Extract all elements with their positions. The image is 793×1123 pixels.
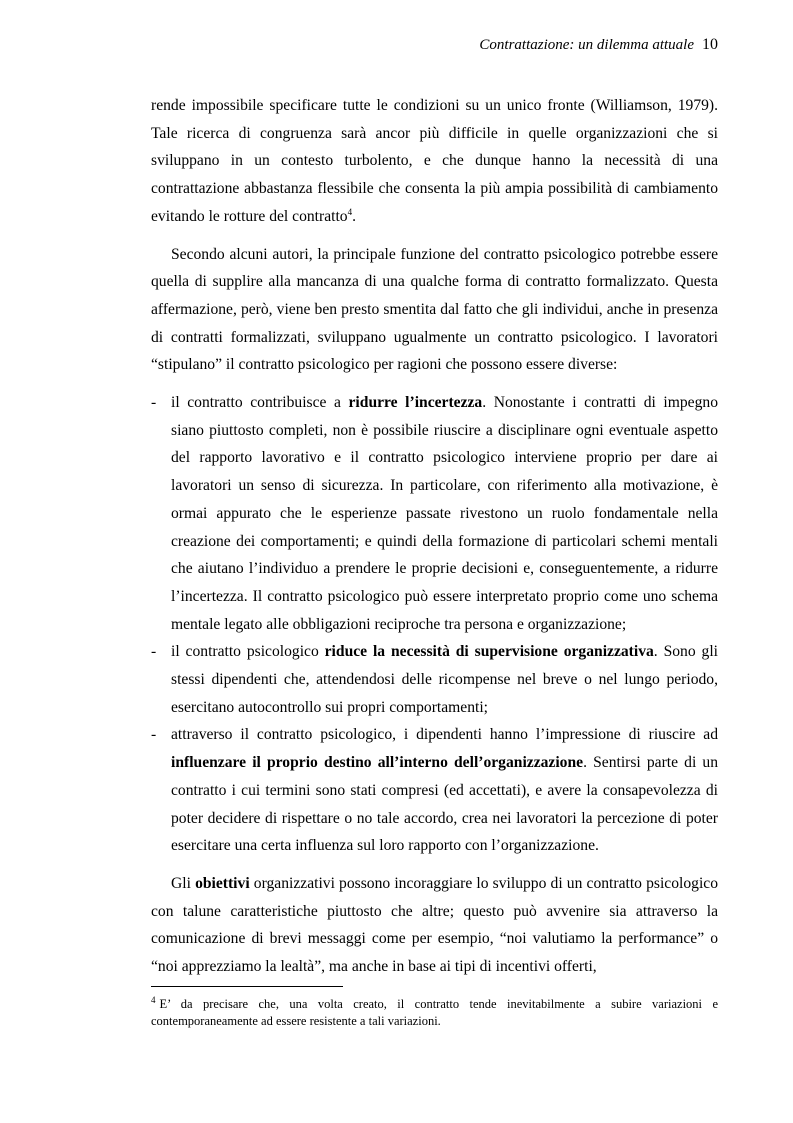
list-dash: - [151,726,157,744]
paragraph-3-bold: obiettivi [195,874,250,892]
footnote [151,996,718,1030]
list-item-before: il contratto contribuisce a [171,394,349,412]
running-header [479,36,718,54]
paragraph-1-end: . [352,207,356,225]
page-number: 10 [702,36,718,53]
list-item-bold: ridurre l’incertezza [348,394,483,412]
footnote-reference: 4 [347,206,353,217]
footnote-number: 4 [151,994,156,1005]
list-item [151,638,718,721]
list-item-bold: riduce la necessità di supervisione organizzativa [324,643,654,661]
paragraph-3-before: Gli [171,874,196,892]
page-body [151,92,718,981]
header-title-italic: Contrattazione [479,37,570,53]
header-title-rest: : un dilemma attuale [569,37,694,53]
reasons-list [151,389,718,860]
paragraph-3-after: organizzativi possono incoraggiare lo sviluppo di un contratto psicologico con talune caratteristiche piuttosto che altre; questo può avvenire sia attraverso la comunicazione di brevi messaggi come per esempio, “noi valutiamo la performance” o “noi apprezziamo la lealtà”, ma anche in base ai tipi di incentivi offerti, [151,874,718,976]
list-item [151,721,718,860]
list-item [151,389,718,638]
list-item-bold: influenzare il proprio destino all’interno dell’organizzazione [171,754,584,772]
paragraph-3 [151,870,718,981]
list-item-before: attraverso il contratto psicologico, i dipendenti hanno l’impressione di riuscire ad [171,726,718,744]
list-dash: - [151,394,157,412]
list-item-after: . Nonostante i contratti di impegno siano piuttosto completi, non è possibile riuscire a disciplinare ogni eventuale aspetto del rapporto lavorativo e il contratto psicologico interviene proprio per dare ai lavoratori un senso di sicurezza. In particolare, con riferimento alla motivazione, è ormai appurato che le esperienze passate rivestono un ruolo fondamentale nella creazione dei comportamenti; e quindi della formazione di particolari schemi mentali che aiutano l’individuo a prendere le proprie decisioni e, conseguentemente, a ridurre l’incertezza. Il contratto psicologico può essere interpretato proprio come uno schema mentale legato alle obbligazioni reciproche tra persona e organizzazione; [171,394,718,633]
footnote-divider [151,986,343,987]
list-item-after: . Sentirsi parte di un contratto i cui termini sono stati compresi (ed accettati), e avere la consapevolezza di poter decidere di rispettare o no tale accordo, crea nei lavoratori la percezione di poter esercitare una certa influenza sul loro rapporto con l’organizzazione. [171,754,719,855]
paragraph-1 [151,92,718,231]
list-item-before: il contratto psicologico [171,643,325,661]
paragraph-1-text: rende impossibile specificare tutte le condizioni su un unico fronte (Williamson, 1979). Tale ricerca di congruenza sarà ancor più difficile in quelle organizzazioni che si sviluppano in un contesto turbolento, e che dunque hanno la necessità di una contrattazione abbastanza flessibile che consenta la più ampia possibilità di cambiamento evitando le rotture del contratto [151,97,718,225]
list-item-after: . Sono gli stessi dipendenti che, attendendosi delle ricompense nel breve o nel lungo periodo, esercitano autocontrollo sui propri comportamenti; [171,643,718,716]
footnote-text: E’ da precisare che, una volta creato, il contratto tende inevitabilmente a subire variazioni e contemporaneamente ad essere resistente a tali variazioni. [151,997,718,1028]
header-title [479,37,694,53]
list-dash: - [151,643,157,661]
paragraph-2: Secondo alcuni autori, la principale funzione del contratto psicologico potrebbe essere quella di supplire alla mancanza di una qualche forma di contratto formalizzato. Questa affermazione, però, viene ben presto smentita dal fatto che gli individui, anche in presenza di contratti formalizzati, sviluppano ugualmente un contratto psicologico. I lavoratori “stipulano” il contratto psicologico per ragioni che possono essere diverse: [151,245,718,374]
